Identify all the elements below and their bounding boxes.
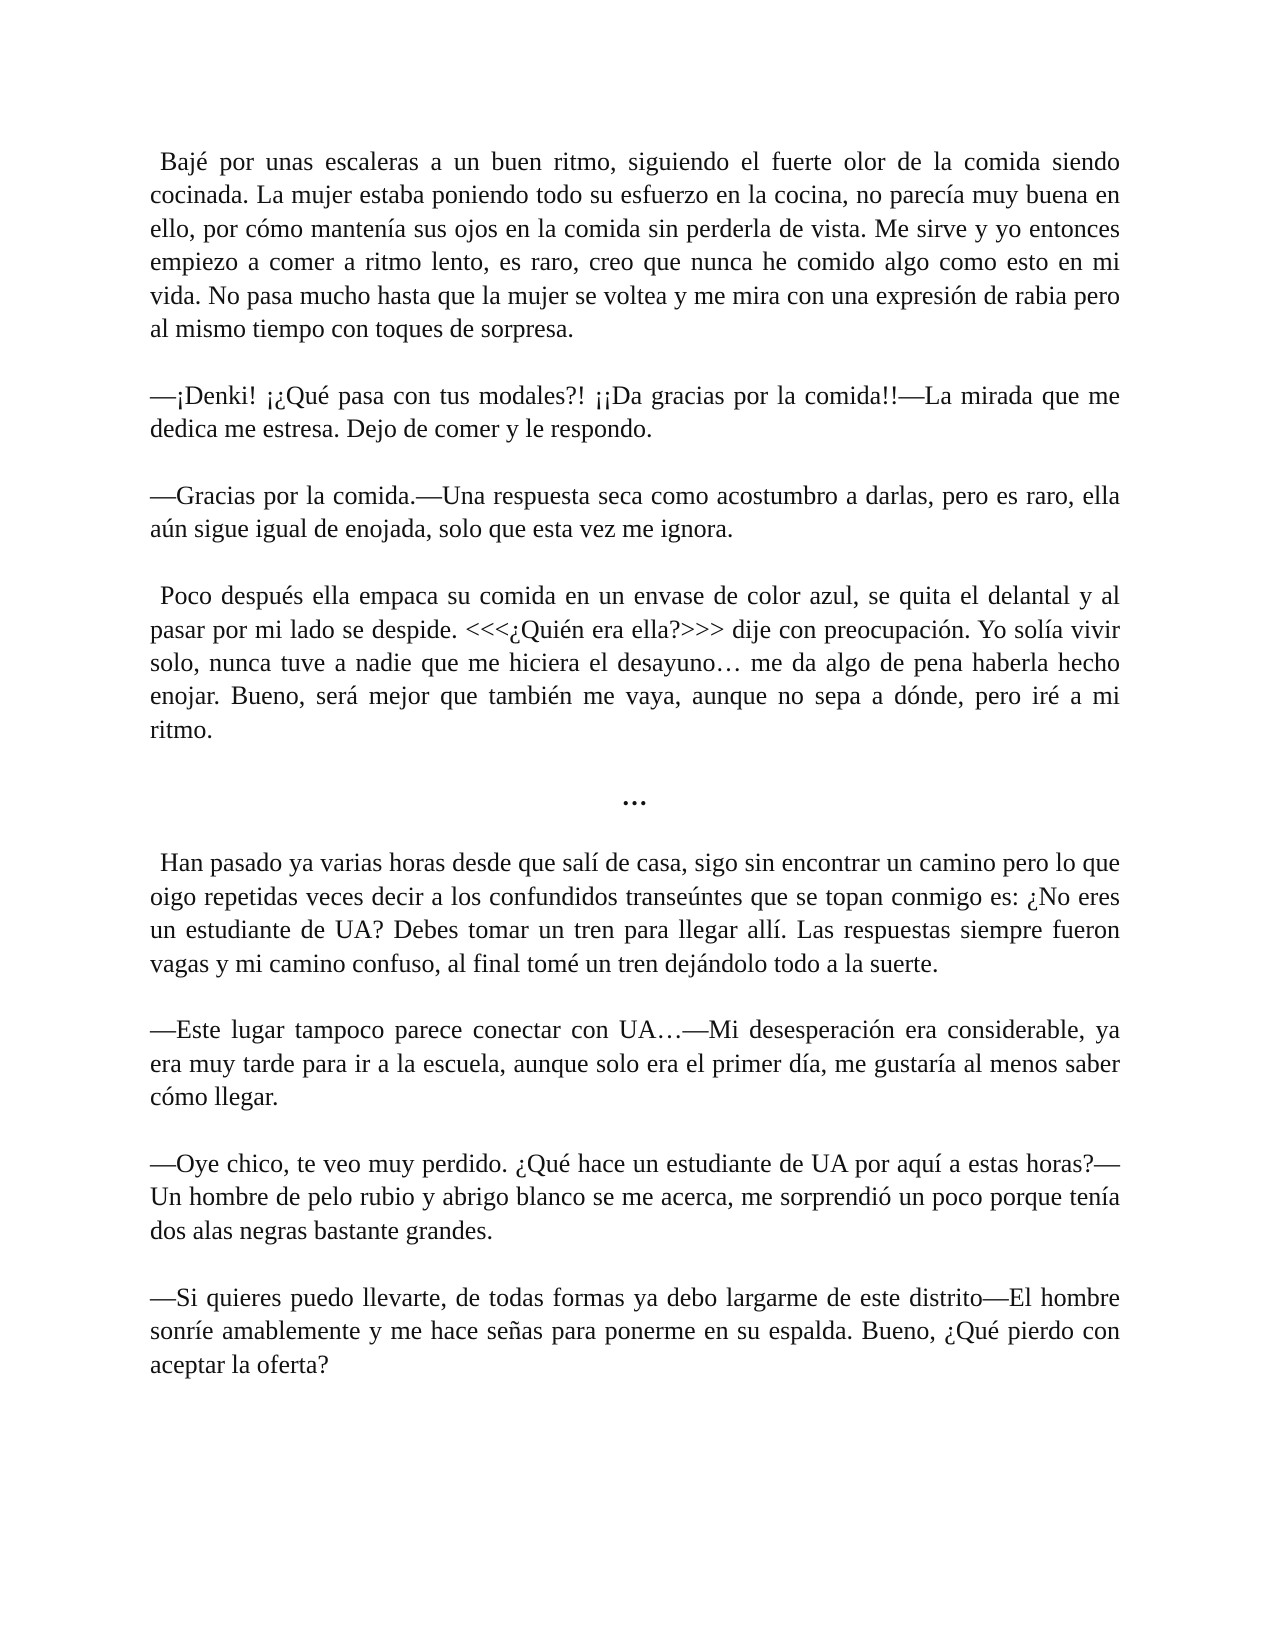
- paragraph-desperation: —Este lugar tampoco parece conectar con UA…—Mi desesperación era considerable, ya era muy tarde para ir a la escuela, aunque solo era el primer día, me gustaría al menos saber cómo llegar.: [150, 1015, 1120, 1112]
- paragraph-kitchen-scene: Bajé por unas escaleras a un buen ritmo, siguiendo el fuerte olor de la comida siendo cocinada. La mujer estaba poniendo todo su esfuerzo en la cocina, no parecía muy buena en ello, por cómo mantenía sus ojos en la comida sin perderla de vista. Me sirve y yo entonces empiezo a comer a ritmo lento, es raro, creo que nunca he comido algo como esto en mi vida. No pasa mucho hasta que la mujer se voltea y me mira con una expresión de rabia pero al mismo tiempo con toques de sorpresa.: [150, 147, 1120, 344]
- paragraph-lost-hours: Han pasado ya varias horas desde que salí de casa, sigo sin encontrar un camino pero lo que oigo repetidas veces decir a los confundidos transeúntes que se topan conmigo es: ¿No eres un estudiante de UA? Debes tomar un tren para llegar allí. Las respuestas siempre fueron vagas y mi camino confuso, al final tomé un tren dejándolo todo a la suerte.: [150, 848, 1120, 978]
- paragraph-thanks-reply: —Gracias por la comida.—Una respuesta seca como acostumbro a darlas, pero es raro, ella aún sigue igual de enojada, solo que esta vez me ignora.: [150, 481, 1120, 544]
- paragraph-offer-ride: —Si quieres puedo llevarte, de todas formas ya debo largarme de este distrito—El hombre sonríe amablemente y me hace señas para ponerme en su espalda. Bueno, ¿Qué pierdo con aceptar la oferta?: [150, 1282, 1120, 1379]
- document-page: [150, 145, 1120, 1414]
- paragraph-woman-leaves: Poco después ella empaca su comida en un envase de color azul, se quita el delantal y al pasar por mi lado se despide. <<<¿Quién era ella?>>> dije con preocupación. Yo solía vivir solo, nunca tuve a nadie que me hiciera el desayuno… me da algo de pena haberla hecho enojar. Bueno, será mejor que también me vaya, aunque no sepa a dónde, pero iré a mi ritmo.: [150, 581, 1120, 744]
- paragraph-mother-scolding: —¡Denki! ¡¿Qué pasa con tus modales?! ¡¡Da gracias por la comida!!—La mirada que me dedica me estresa. Dejo de comer y le respondo.: [150, 380, 1120, 444]
- scene-separator: …: [621, 781, 649, 811]
- paragraph-stranger-approaches: —Oye chico, te veo muy perdido. ¿Qué hace un estudiante de UA por aquí a estas horas?—Un hombre de pelo rubio y abrigo blanco se me acerca, me sorprendió un poco porque tenía dos alas negras bastante grandes.: [150, 1149, 1120, 1245]
